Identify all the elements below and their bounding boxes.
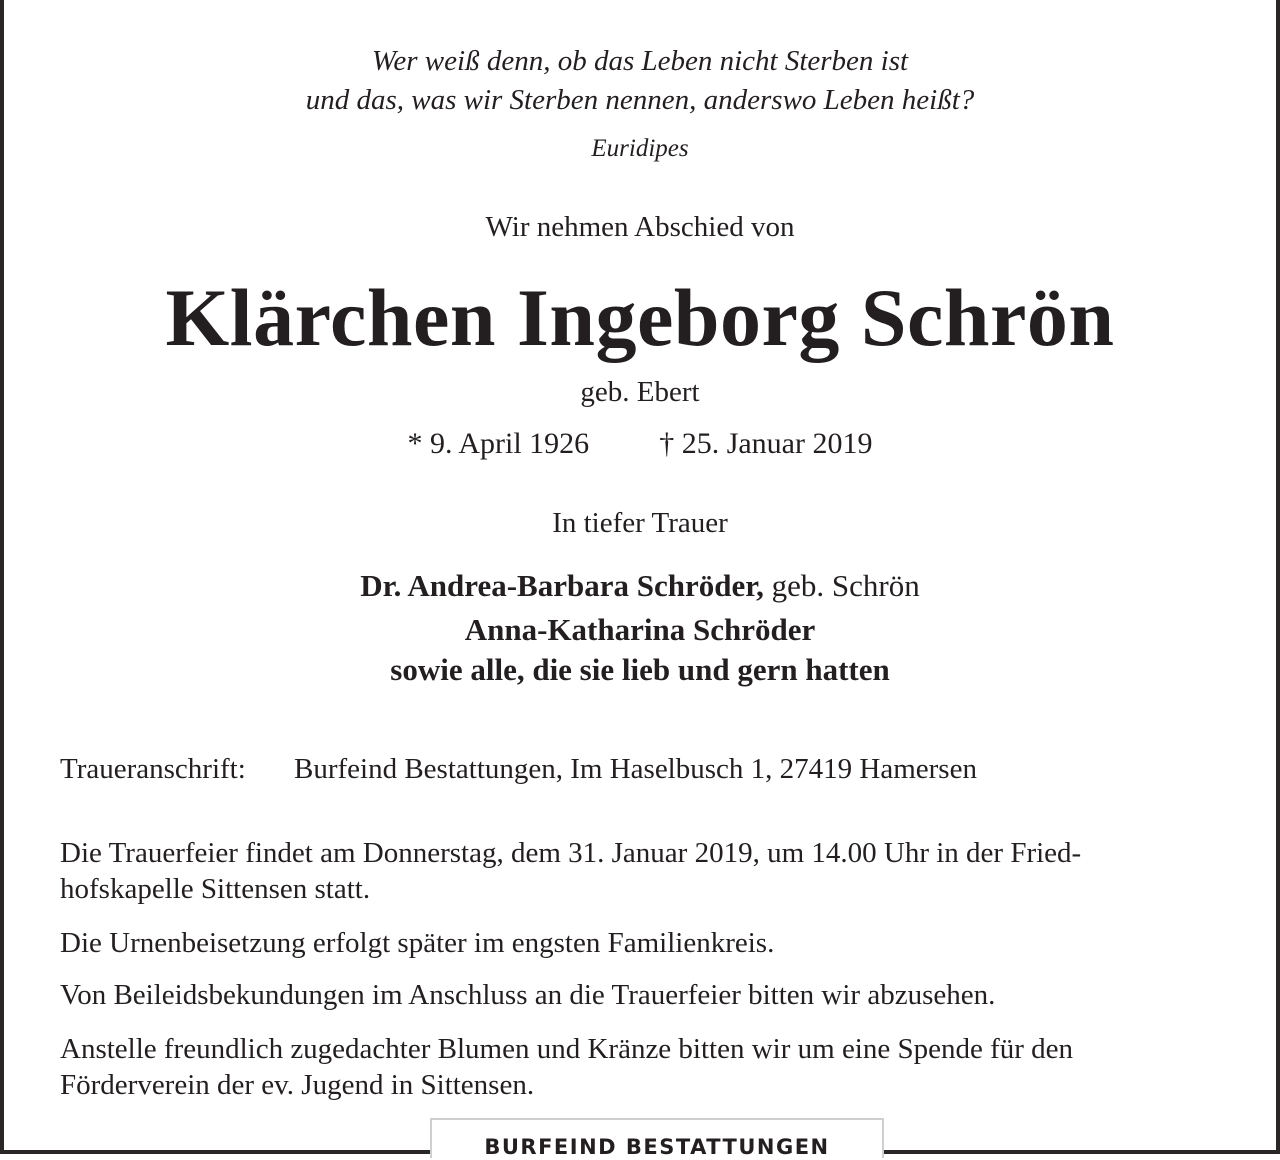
ceremony-line-1: Die Trauerfeier findet am Donnerstag, dem 31. Januar 2019, um 14.00 Uhr in der Fried- bbox=[60, 837, 1082, 869]
birth-date: * 9. April 1926 bbox=[407, 427, 590, 460]
mourner-1 bbox=[0, 566, 1280, 606]
urn-paragraph: Die Urnenbeisetzung erfolgt später im engsten Familienkreis. bbox=[60, 927, 775, 959]
donation-line-2: Förderverein der ev. Jugend in Sittensen. bbox=[60, 1069, 535, 1101]
quote-author: Euridipes bbox=[591, 135, 689, 162]
mourner-1-name: Dr. Andrea-Barbara Schröder, bbox=[360, 568, 764, 603]
donation-paragraph bbox=[60, 1031, 1220, 1103]
mourning-intro: In tiefer Trauer bbox=[552, 507, 728, 539]
condolences-paragraph: Von Beileidsbekundungen im Anschluss an die Trauerfeier bitten wir abzusehen. bbox=[60, 979, 996, 1011]
address-value: Burfeind Bestattungen, Im Haselbusch 1, 27419 Hamersen bbox=[294, 753, 977, 785]
quote-line-1: Wer weiß denn, ob das Leben nicht Sterben ist bbox=[371, 45, 909, 77]
birth-name: geb. Ebert bbox=[580, 376, 700, 408]
mourner-2: Anna-Katharina Schröder bbox=[464, 612, 816, 647]
funeral-home-logo bbox=[430, 1118, 884, 1158]
mourner-1-suffix: geb. Schrön bbox=[763, 568, 920, 603]
quote-line-2: und das, was wir Sterben nennen, anderswo Leben heißt? bbox=[305, 84, 975, 116]
death-date: † 25. Januar 2019 bbox=[659, 427, 873, 460]
deceased-name: Klärchen Ingeborg Schrön bbox=[165, 272, 1115, 363]
ceremony-paragraph bbox=[60, 835, 1220, 907]
address-label: Traueranschrift: bbox=[60, 753, 246, 785]
mourner-3: sowie alle, die sie lieb und gern hatten bbox=[390, 652, 890, 687]
life-dates bbox=[0, 425, 1280, 463]
logo-text: BURFEIND BESTATTUNGEN bbox=[484, 1135, 830, 1159]
mourning-address bbox=[60, 751, 1220, 787]
ceremony-line-2: hofskapelle Sittensen statt. bbox=[60, 873, 371, 905]
donation-line-1: Anstelle freundlich zugedachter Blumen und Kränze bitten wir um eine Spende für den bbox=[60, 1033, 1074, 1065]
farewell-intro: Wir nehmen Abschied von bbox=[485, 211, 795, 243]
